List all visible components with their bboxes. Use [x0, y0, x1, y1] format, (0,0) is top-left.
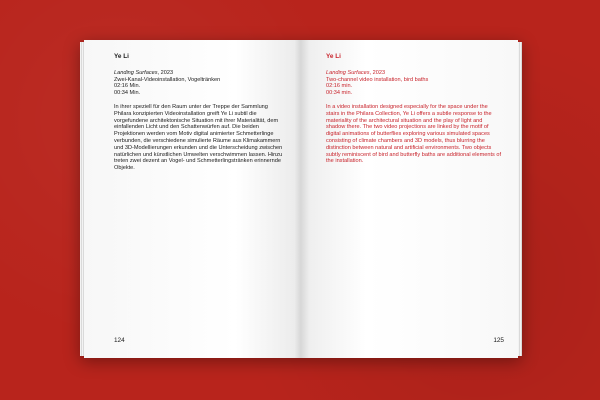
work-duration-2: 00:34 min. — [326, 90, 353, 97]
right-page — [301, 40, 518, 358]
right-page-content — [326, 54, 502, 165]
artist-name: Ye Li — [114, 53, 129, 60]
work-duration-1: 02:16 min. — [326, 83, 353, 90]
work-medium: Two-channel video installation, bird baths — [326, 76, 429, 83]
body-text: In ihrer speziell für den Raum unter der Treppe der Sammlung Philara konzipierten Videoinstallation greift Ye Li subtil die vorgefundene architektonische Situation mit ihrer Materialität, dem einfallenden Licht und den Schattenwürfen auf. Die beiden Projektionen werden vom Motiv digital animierter Schmetterlinge verbunden, die verschiedene simulierte Räume aus Klimakammern und 3D-Modellierungen erkunden und die Unterscheidung zwischen natürlichen und künstlichen Umwelten verschwimmen lassen. Hinzu treten zwei dezent an Vogel- und Schmetterlingstränken erinnernde Objekte. — [114, 103, 283, 172]
work-title: Landing Surfaces — [114, 69, 158, 76]
page-number: 125 — [493, 337, 504, 344]
work-title-line — [326, 70, 502, 77]
left-page — [84, 40, 301, 358]
artist-name: Ye Li — [326, 53, 341, 60]
page-number: 124 — [114, 337, 125, 344]
work-meta — [114, 70, 286, 97]
work-duration-1: 02:16 Min. — [114, 83, 141, 90]
work-year: , 2023 — [157, 69, 174, 76]
work-title-line — [114, 70, 286, 77]
work-medium: Zwei-Kanal-Videoinstallation, Vogeltränken — [114, 76, 221, 83]
left-page-content — [114, 54, 286, 172]
body-text: In a video installation designed especially for the space under the stairs in the Philara Collection, Ye Li offers a subtle response to the materiality of the architectural situation and the play of light and shadow there. The two video projections are linked by the motif of digital animations of butterflies exploring various simulated spaces consisting of climate chambers and 3D models, thus blurring the distinction between natural and artificial environments. Two objects subtly reminiscent of bird and butterfly baths are additional elements of the installation. — [326, 103, 502, 165]
work-title: Landing Surfaces — [326, 69, 370, 76]
work-meta — [326, 70, 502, 97]
work-year: , 2023 — [369, 69, 386, 76]
work-duration-2: 00:34 Min. — [114, 90, 141, 97]
open-book — [84, 40, 518, 358]
